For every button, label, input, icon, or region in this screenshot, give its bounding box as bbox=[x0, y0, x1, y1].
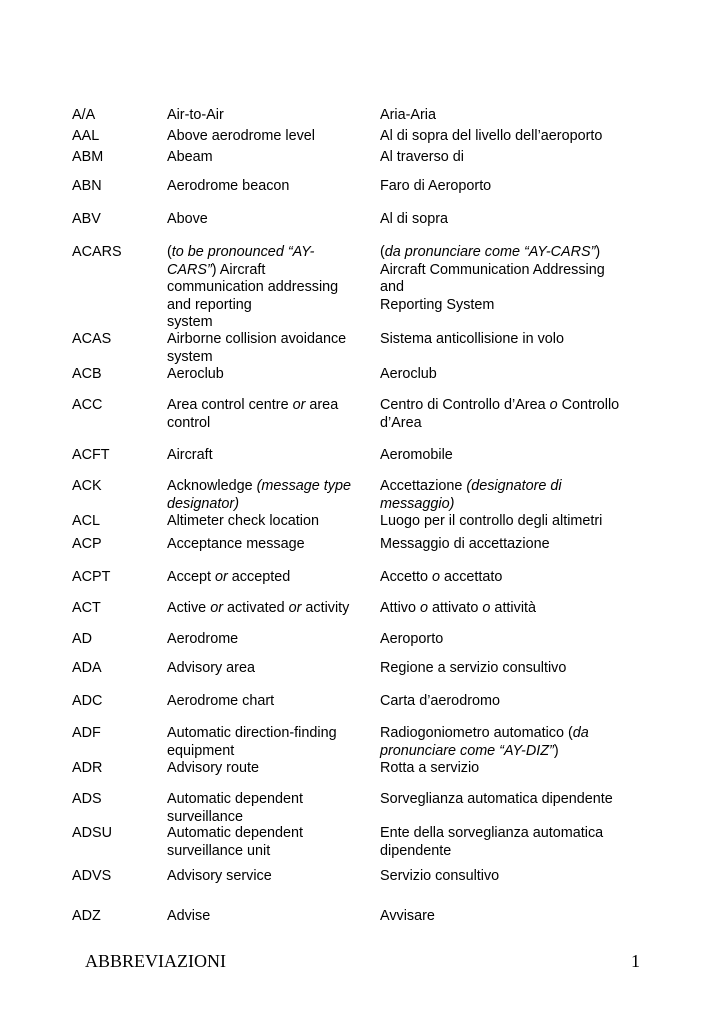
italian-cell: Radiogoniometro automatico (da pronunciare come “AY-DIZ”) bbox=[380, 725, 589, 759]
english-cell: Above aerodrome level bbox=[167, 128, 315, 144]
english-cell: Advisory area bbox=[167, 660, 255, 676]
abbreviation-cell: ACAS bbox=[72, 331, 112, 347]
abbreviation-cell: ADF bbox=[72, 725, 101, 741]
italian-cell: Rotta a servizio bbox=[380, 760, 480, 776]
italian-cell: Centro di Controllo d’Area o Controllo d’Area bbox=[380, 397, 620, 431]
abbreviation-cell: ACARS bbox=[72, 244, 122, 260]
abbreviation-cell: ACT bbox=[72, 600, 101, 616]
italian-cell: Aeromobile bbox=[380, 447, 453, 463]
abbreviation-cell: ACP bbox=[72, 536, 102, 552]
english-cell: Area control centre or area control bbox=[167, 397, 339, 431]
english-cell: Altimeter check location bbox=[167, 513, 319, 529]
abbreviation-cell: ADZ bbox=[72, 908, 101, 924]
abbreviation-cell: ABV bbox=[72, 211, 101, 227]
italian-cell: Faro di Aeroporto bbox=[380, 178, 492, 194]
english-cell: Aircraft bbox=[167, 447, 213, 463]
abbreviation-cell: ADA bbox=[72, 660, 102, 676]
abbreviation-cell: ACK bbox=[72, 478, 102, 494]
english-cell: Aerodrome beacon bbox=[167, 178, 290, 194]
italian-cell: Attivo o attivato o attività bbox=[380, 600, 537, 616]
italian-cell: Servizio consultivo bbox=[380, 868, 500, 884]
italian-cell: (da pronunciare come “AY-CARS”) Aircraft Communication Addressing and Reporting System bbox=[380, 244, 605, 313]
italian-cell: Messaggio di accettazione bbox=[380, 536, 550, 552]
italian-cell: Al di sopra del livello dell’aeroporto bbox=[380, 128, 603, 144]
english-cell: Acceptance message bbox=[167, 536, 305, 552]
italian-cell: Al di sopra bbox=[380, 211, 448, 227]
abbreviation-cell: ADSU bbox=[72, 825, 112, 841]
abbreviation-cell: ADS bbox=[72, 791, 102, 807]
english-cell: Acknowledge (message type designator) bbox=[167, 478, 351, 512]
abbreviation-cell: ADVS bbox=[72, 868, 112, 884]
italian-cell: Accetto o accettato bbox=[380, 569, 503, 585]
italian-cell: Aria-Aria bbox=[380, 107, 436, 123]
english-cell: Aerodrome chart bbox=[167, 693, 275, 709]
english-cell: Automatic dependent surveillance bbox=[167, 791, 304, 825]
abbreviation-cell: ABN bbox=[72, 178, 102, 194]
abbreviation-cell: ADR bbox=[72, 760, 103, 776]
italian-cell: Carta d’aerodromo bbox=[380, 693, 500, 709]
italian-cell: Aeroporto bbox=[380, 631, 444, 647]
italian-cell: Sorveglianza automatica dipendente bbox=[380, 791, 613, 807]
english-cell: Active or activated or activity bbox=[167, 600, 350, 616]
abbreviation-cell: ADC bbox=[72, 693, 103, 709]
abbreviation-cell: ACL bbox=[72, 513, 100, 529]
abbreviation-cell: A/A bbox=[72, 107, 96, 123]
english-cell: Advisory service bbox=[167, 868, 272, 884]
english-cell: (to be pronounced “AY- CARS”) Aircraft communication addressing and reporting system bbox=[167, 244, 339, 330]
page-number: 1 bbox=[631, 951, 640, 971]
english-cell: Advise bbox=[167, 908, 211, 924]
english-cell: Aeroclub bbox=[167, 366, 224, 382]
english-cell: Automatic dependent surveillance unit bbox=[167, 825, 304, 859]
english-cell: Aerodrome bbox=[167, 631, 239, 647]
english-cell: Abeam bbox=[167, 149, 213, 165]
english-cell: Airborne collision avoidance system bbox=[167, 331, 347, 365]
italian-cell: Aeroclub bbox=[380, 366, 437, 382]
abbreviation-cell: AD bbox=[72, 631, 92, 647]
italian-cell: Sistema anticollisione in volo bbox=[380, 331, 564, 347]
english-cell: Accept or accepted bbox=[167, 569, 291, 585]
italian-cell: Ente della sorveglianza automatica dipendente bbox=[380, 825, 604, 859]
abbreviation-cell: ACC bbox=[72, 397, 103, 413]
abbreviation-cell: ABM bbox=[72, 149, 104, 165]
english-cell: Above bbox=[167, 211, 208, 227]
english-cell: Advisory route bbox=[167, 760, 259, 776]
italian-cell: Luogo per il controllo degli altimetri bbox=[380, 513, 603, 529]
abbreviation-cell: AAL bbox=[72, 128, 100, 144]
italian-cell: Avvisare bbox=[380, 908, 435, 924]
italian-cell: Al traverso di bbox=[380, 149, 464, 165]
italian-cell: Regione a servizio consultivo bbox=[380, 660, 567, 676]
italian-cell: Accettazione (designatore di messaggio) bbox=[380, 478, 562, 512]
abbreviation-cell: ACFT bbox=[72, 447, 110, 463]
abbreviation-cell: ACPT bbox=[72, 569, 111, 585]
footer-title: ABBREVIAZIONI bbox=[85, 951, 226, 971]
page-footer bbox=[85, 951, 640, 975]
english-cell: Air-to-Air bbox=[167, 107, 224, 123]
abbreviation-cell: ACB bbox=[72, 366, 102, 382]
english-cell: Automatic direction-finding equipment bbox=[167, 725, 337, 759]
